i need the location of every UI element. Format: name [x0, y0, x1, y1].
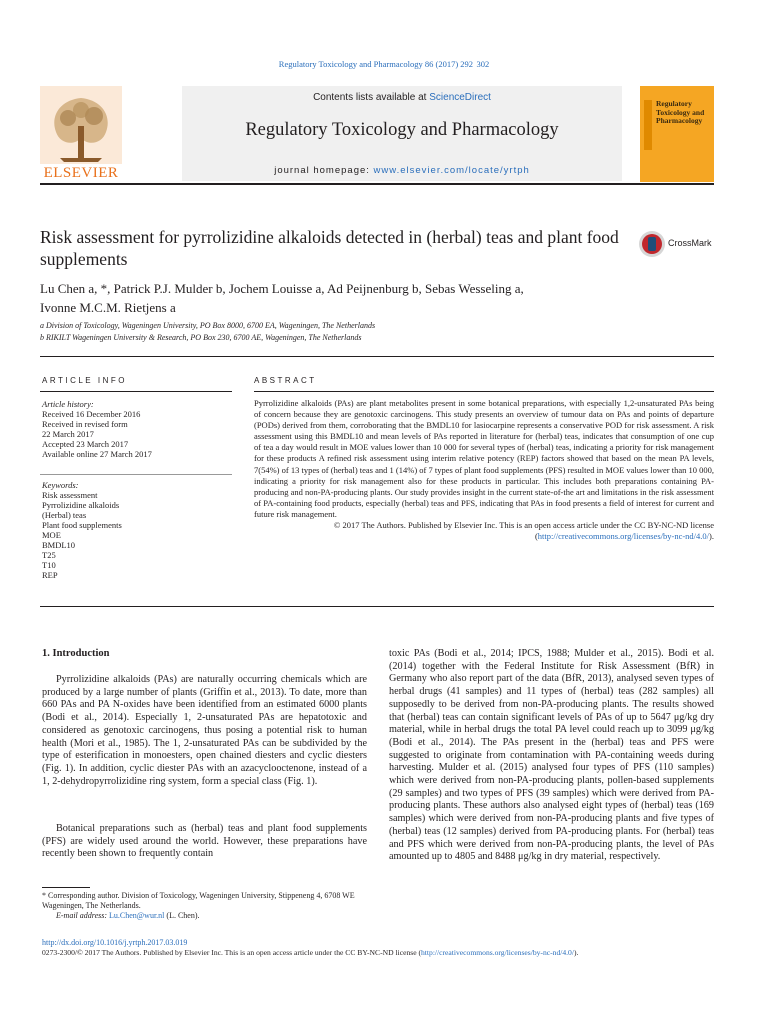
affiliation-rule: [40, 356, 714, 357]
abstract-bottom-rule: [40, 606, 714, 607]
homepage-prefix: journal homepage:: [274, 165, 374, 176]
keyword: MOE: [42, 530, 61, 540]
issn-license-link[interactable]: http://creativecommons.org/licenses/by-nc-nd/4.0/: [421, 948, 574, 957]
article-history: [42, 399, 232, 459]
history-label: Article history:: [42, 399, 94, 409]
article-info-rule: [40, 391, 232, 392]
history-item: Received 16 December 2016: [42, 409, 141, 419]
keyword: Risk assessment: [42, 490, 98, 500]
crossmark-label[interactable]: CrossMark: [668, 238, 712, 248]
intro-right-column: toxic PAs (Bodi et al., 2014; IPCS, 1988; Mulder et al., 2015). Bodi et al. (2014) together with the Federal Institute for Risk Assessment (BfR) in Germany who also report part of the data (BfR, 2013), analysed seven types of herbal drugs (41 samples) and 11 types of (herbal) teas (282 samples) all supposedly to be derived from non-PA-producing plants. The results showed that (herbal) teas can contain significant levels of PAs of up to 5647 μg/kg dry material, while in herbal drugs the total PA level could reach up to 3099 μg/kg (Bodi et al., 2014). The PAs present in the (herbal) teas and PFS were suggested to originate from contamination with PA-containing weeds during harvesting. Mulder et al. (2015) analysed four types of PFS (110 samples) which were derived from non-PA-producing plants, pollen-based supplements (29 samples) and two types of PFS (39 samples) which were derived from PA-producing plants. These authors also analysed eight types of (herbal) teas (169 samples) which were derived from non-PA-producing plants and five types of (herbal) teas (12 samples) derived from PA-producing plants. For (herbal) teas and PFS which were derived from non-PA-producing plants, the level of PAs amounted up to 4805 and 8488 μg/kg in dry material, respectively.: [389, 648, 714, 863]
journal-title: Regulatory Toxicology and Pharmacology: [245, 120, 559, 140]
keyword: (Herbal) teas: [42, 510, 87, 520]
intro-paragraph-1: Pyrrolizidine alkaloids (PAs) are naturally occurring chemicals which are produced by a large number of plants (Griffin et al., 2013). To date, more than 660 PAs and PA N-oxides have been identified from an estimated 6000 plants (Bodi et al., 2014). Especially 1, 2-unsaturated PAs are hepatotoxic and considered as genotoxic carcinogens, thus posing a potential risk to human health (Mori et al., 1985). The 1, 2-unsaturated PAs can be subdivided by the type of esterification in monoesters, open chained diesters and cyclic diesters (Fig. 1). In addition, cyclic diester PAs with an azacyclooctenone, instead of a 1, 2-dehydropyrrolizidine ring system, form a special class (Fig. 1).: [42, 674, 367, 787]
abstract-license: [254, 520, 714, 542]
intro-paragraph-2: Botanical preparations such as (herbal) teas and plant food supplements (PFS) are widely used around the world. However, these preparations have recently been shown to frequently contain: [42, 823, 367, 860]
doi-link[interactable]: http://dx.doi.org/10.1016/j.yrtph.2017.03.019: [42, 938, 188, 947]
cover-title: Regulatory Toxicology and Pharmacology: [656, 99, 705, 125]
article-title: Risk assessment for pyrrolizidine alkaloids detected in (herbal) teas and plant food supplements: [40, 227, 619, 269]
abstract-heading: ABSTRACT: [254, 376, 317, 385]
email-label: E-mail address:: [56, 911, 110, 920]
keywords-rule: [40, 474, 232, 475]
article-info-heading: ARTICLE INFO: [42, 376, 127, 385]
footnote-corresponding: * Corresponding author. Division of Toxicology, Wageningen University, Stippeneng 4, 6708 WE Wageningen, The Netherlands.: [42, 891, 355, 910]
keyword: Plant food supplements: [42, 520, 122, 530]
keyword: BMDL10: [42, 540, 76, 550]
abstract-text: Pyrrolizidine alkaloids (PAs) are plant metabolites present in some botanical preparations, with especially 1,2-unsaturated PAs being of concern because they are genotoxic carcinogens. This study presents an overview of tumour data on PAs and points of departure (PODs) derived from them, corroborating that the BMDL10 for lasiocarpine represents a conservative POD for risk assessment. A risk assessment using this BMDL10 and mean levels of PAs reported in literature for (herbal) teas, indicates that consumption of one cup of tea a day would result in MOE values lower than 10 000 for several types of (herbal) teas, indicating a priority for risk management for these products A refined risk assessment using interim relative potency (REP) factors showed that based on the mean PA levels, 7(54%) of 13 types of (herbal) teas and 1 (14%) of 7 types of plant food supplements (PFS) resulted in MOE values lower than 10 000, indicating a priority for risk management also for these products in particular. This includes both preparations containing PA-producing and non-PA-producing plants. Our study provides insight in the current state-of-the art and limitations in the risk assessment of PA-containing food products, especially (herbal) teas and PFS, indicating that PAs in food presents a field of interest for current and future risk management.: [254, 398, 714, 519]
email-link[interactable]: Lu.Chen@wur.nl: [109, 911, 165, 920]
author-list: [40, 279, 680, 317]
contents-line: [182, 92, 622, 103]
sciencedirect-link[interactable]: ScienceDirect: [429, 92, 491, 103]
email-suffix: (L. Chen).: [164, 911, 200, 920]
journal-homepage: [182, 165, 622, 176]
section-heading-introduction: 1. Introduction: [42, 648, 110, 659]
issn-license-line: [42, 948, 722, 958]
journal-citation[interactable]: Regulatory Toxicology and Pharmacology 86 (2017) 292 302: [278, 59, 490, 69]
elsevier-wordmark: ELSEVIER: [43, 165, 119, 181]
footnote: [42, 891, 367, 921]
authors-line-2[interactable]: Ivonne M.C.M. Rietjens a: [40, 300, 176, 315]
abstract-license-text: © 2017 The Authors. Published by Elsevier Inc. This is an open access article under the CC BY-NC-ND license (: [333, 520, 714, 542]
homepage-link[interactable]: www.elsevier.com/locate/yrtph: [373, 165, 530, 176]
keyword: REP: [42, 570, 58, 580]
affiliation-a: a Division of Toxicology, Wageningen University, PO Box 8000, 6700 EA, Wageningen, The Netherlands: [40, 321, 376, 330]
history-item: Accepted 23 March 2017: [42, 439, 129, 449]
keyword: T25: [42, 550, 56, 560]
header-rule: [40, 183, 714, 185]
abstract-license-end: ).: [709, 531, 714, 542]
keywords-list: [42, 480, 232, 580]
footnote-rule: [42, 887, 90, 888]
keywords-label: Keywords:: [42, 480, 79, 490]
affiliation-b: b RIKILT Wageningen University & Research, PO Box 230, 6700 AE, Wageningen, The Netherlands: [40, 333, 362, 342]
issn-end: ).: [573, 948, 579, 957]
history-item: Received in revised form: [42, 419, 128, 429]
contents-prefix: Contents lists available at: [313, 92, 430, 103]
abstract-rule: [254, 391, 714, 392]
keyword: T10: [42, 560, 56, 570]
keyword: Pyrrolizidine alkaloids: [42, 500, 120, 510]
footnote-email-line: [42, 911, 367, 921]
issn-text: 0273-2300/© 2017 The Authors. Published by Elsevier Inc. This is an open access article under the CC BY-NC-ND license (: [42, 948, 421, 957]
abstract-license-link[interactable]: http://creativecommons.org/licenses/by-nc-nd/4.0/: [537, 531, 710, 542]
abstract-body: [254, 398, 714, 542]
history-item: Available online 27 March 2017: [42, 449, 152, 459]
authors-line-1[interactable]: Lu Chen a, *, Patrick P.J. Mulder b, Jochem Louisse a, Ad Peijnenburg b, Sebas Wesseling a,: [40, 281, 524, 296]
history-item: 22 March 2017: [42, 429, 94, 439]
cover-strip: [644, 100, 652, 150]
